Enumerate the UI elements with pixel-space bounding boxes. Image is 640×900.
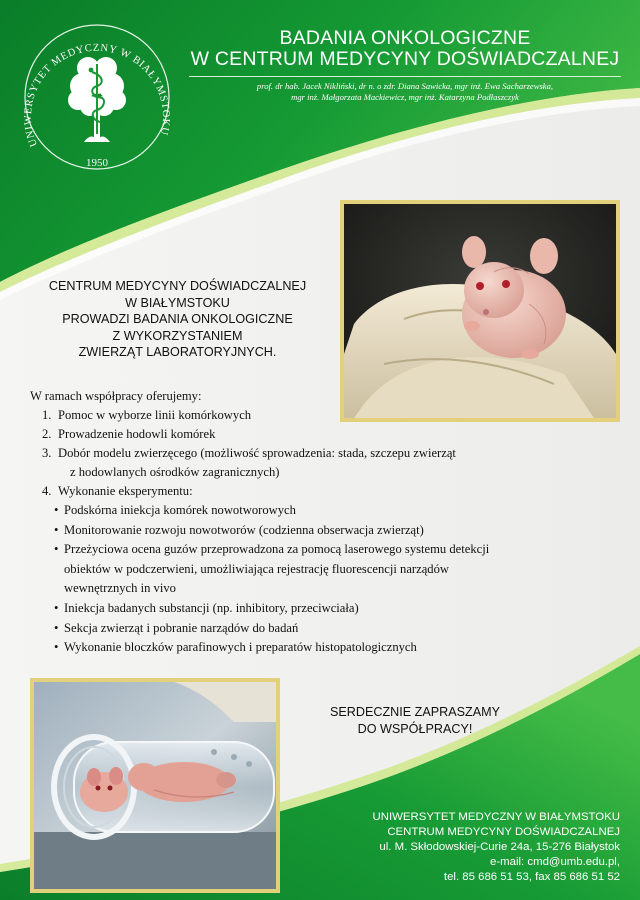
bullet-item (30, 521, 610, 541)
bullet-text-cont: obiektów w podczerwieni, umożliwiająca rejestrację fluorescencji narządów (64, 561, 449, 576)
item-text: Wykonanie eksperymentu: (58, 484, 193, 498)
item-number: 4. (42, 484, 52, 498)
list-item (30, 444, 610, 482)
authors-line-2: mgr inż. Małgorzata Mackiewicz, mgr inż. Katarzyna Podłaszczyk (291, 92, 519, 102)
intro-line-3: PROWADZI BADANIA ONKOLOGICZNE (62, 312, 293, 326)
experiment-bullet-list (30, 501, 610, 658)
bullet-item (30, 540, 610, 599)
bullet-text: • Przeżyciowa ocena guzów przeprowadzona za pomocą laserowego systemu detekcji (64, 542, 490, 557)
intro-line-2: W BIAŁYMSTOKU (125, 295, 230, 310)
bullet-text: • Monitorowanie rozwoju nowotworów (codzienna obserwacja zwierząt) (64, 522, 424, 537)
item-text: Dobór modelu zwierzęcego (możliwość sprowadzenia: stada, szczepu zwierząt (58, 446, 456, 460)
item-number: 3. (42, 446, 52, 460)
list-item (30, 406, 610, 425)
bullet-text: • Sekcja zwierząt i pobranie narządów do badań (64, 620, 299, 635)
offer-section (30, 387, 610, 658)
bullet-text: • Podskórna iniekcja komórek nowotworowych (64, 503, 296, 517)
contact-address: ul. M. Skłodowskiej-Curie 24a, 15-276 Białystok (379, 841, 620, 853)
item-text: Prowadzenie hodowli komórek (58, 427, 216, 441)
bullet-text-cont: wewnętrznych in vivo (64, 581, 176, 596)
list-item (30, 425, 610, 444)
title-line-1: BADANIA ONKOLOGICZNE (279, 27, 531, 49)
invitation (300, 704, 530, 737)
intro-line-4: Z WYKORZYSTANIEM (112, 328, 243, 343)
title-line-2: W CENTRUM MEDYCYNY DOŚWIADCZALNEJ (190, 48, 620, 70)
intro-line-5: ZWIERZĄT LABORATORYJNYCH. (78, 345, 277, 359)
contact-info (373, 810, 620, 885)
seal-ring-text: UNIWERSYTET MEDYCZNY W BIAŁYMSTOKU (22, 42, 172, 149)
header-divider (189, 76, 621, 77)
item-number: 2. (42, 427, 52, 441)
mice-in-tube-photo (30, 678, 280, 893)
header (175, 28, 635, 103)
contact-email[interactable]: e-mail: cmd@umb.edu.pl, (490, 856, 620, 868)
seal-year: 1950 (86, 157, 108, 169)
contact-university: UNIWERSYTET MEDYCZNY W BIAŁYMSTOKU (372, 811, 620, 823)
bullet-item (30, 599, 610, 619)
bullet-item (30, 501, 610, 521)
invitation-line-2: DO WSPÓŁPRACY! (357, 721, 473, 736)
invitation-line-1: SERDECZNIE ZAPRASZAMY (329, 705, 501, 719)
contact-center: CENTRUM MEDYCYNY DOŚWIADCZALNEJ (387, 826, 620, 838)
bullet-text: • Iniekcja badanych substancji (np. inhibitory, przeciwciała) (64, 600, 359, 615)
item-text-cont: z hodowlanych ośrodków zagranicznych) (70, 465, 280, 479)
offer-numbered-list (30, 406, 610, 501)
intro-line-1: CENTRUM MEDYCYNY DOŚWIADCZALNEJ (48, 279, 307, 293)
bullet-item (30, 619, 610, 639)
list-item (30, 482, 610, 501)
intro-statement (20, 278, 335, 361)
authors (175, 81, 635, 103)
item-number: 1. (42, 408, 52, 422)
university-seal-logo (22, 22, 172, 172)
bullet-item (30, 638, 610, 658)
offer-lead: W ramach współpracy oferujemy: (30, 389, 202, 403)
bullet-text: • Wykonanie bloczków parafinowych i preparatów histopatologicznych (64, 640, 417, 655)
contact-phone-fax: tel. 85 686 51 53, fax 85 686 51 52 (443, 871, 620, 883)
item-text: Pomoc w wyborze linii komórkowych (58, 408, 252, 422)
authors-line-1: prof. dr hab. Jacek Nikliński, dr n. o zdr. Diana Sawicka, mgr inż. Ewa Sacharzewska, (256, 81, 554, 91)
page-title (175, 28, 635, 70)
